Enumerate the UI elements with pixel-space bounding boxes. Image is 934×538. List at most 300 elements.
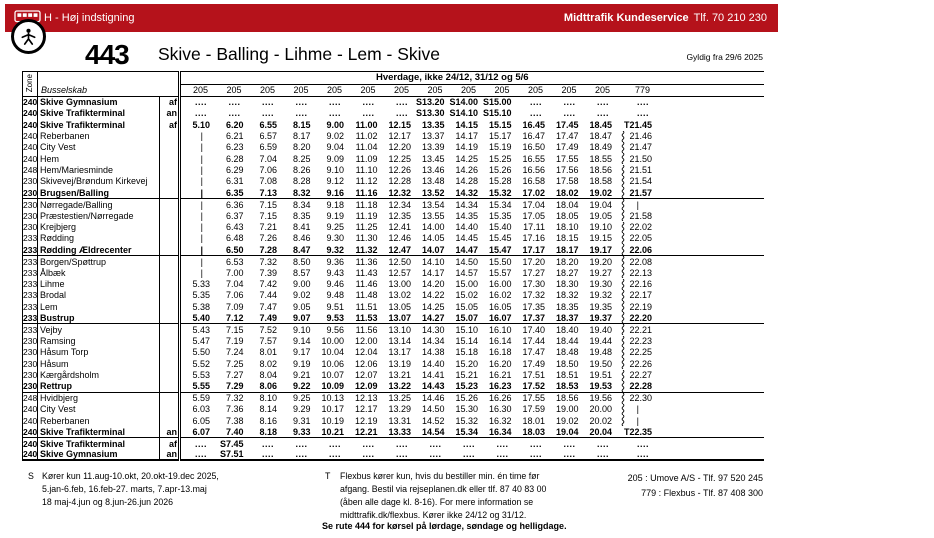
time-cell: 15.23 bbox=[448, 381, 482, 393]
time-cell: 12.00 bbox=[354, 336, 378, 347]
time-cell: 6.43 bbox=[225, 222, 244, 233]
time-cell: | bbox=[200, 222, 203, 233]
direction-cell: an bbox=[160, 108, 180, 119]
wavy-route-marker: 22.02 bbox=[615, 222, 652, 233]
time-cell: 9.51 bbox=[326, 301, 344, 312]
time-cell: 12.17 bbox=[388, 131, 411, 142]
time-cell: | bbox=[200, 210, 203, 221]
time-cell: 12.41 bbox=[388, 222, 411, 233]
zone-cell: 233 bbox=[23, 256, 38, 267]
time-cell: 12.50 bbox=[388, 256, 411, 267]
wavy-route-marker: 21.50 bbox=[615, 153, 652, 164]
time-cell: .... bbox=[381, 449, 415, 460]
footnote-s-line: 5.jan-6.feb, 16.feb-27. marts, 7.apr-13.maj bbox=[42, 483, 207, 494]
operator-cell: 205 bbox=[347, 84, 381, 97]
stop-name-cell: Lihme bbox=[38, 278, 160, 289]
wavy-route-marker: 22.25 bbox=[615, 347, 652, 358]
zone-cell: 233 bbox=[23, 312, 38, 323]
filler-cell bbox=[655, 187, 764, 199]
time-cell: 17.49 bbox=[522, 358, 545, 369]
time-cell: 10.17 bbox=[321, 404, 344, 415]
time-cell: .... bbox=[448, 449, 482, 460]
filler-cell bbox=[655, 324, 764, 336]
table-header-row bbox=[23, 72, 764, 85]
time-cell: 18.53 bbox=[548, 381, 582, 393]
time-cell: 7.32 bbox=[225, 393, 244, 404]
wavy-route-marker: 21.58 bbox=[615, 210, 652, 221]
time-cell: 17.51 bbox=[522, 370, 545, 381]
time-cell: 9.02 bbox=[326, 131, 344, 142]
time-cell: 6.03 bbox=[192, 404, 210, 415]
time-cell: 11.48 bbox=[355, 290, 378, 301]
time-cell bbox=[615, 233, 655, 244]
time-cell: 5.52 bbox=[192, 358, 210, 369]
filler-cell bbox=[655, 358, 764, 369]
direction-cell bbox=[160, 176, 180, 187]
time-cell: .... bbox=[280, 449, 314, 460]
stop-name-cell: Skive Gymnasium bbox=[38, 449, 160, 460]
time-cell bbox=[615, 210, 655, 221]
wavy-route-marker: 21.46 bbox=[615, 131, 652, 142]
zone-rotated-label: Zone bbox=[25, 73, 34, 93]
time-cell: 9.17 bbox=[292, 347, 311, 358]
time-cell: 17.55 bbox=[522, 393, 545, 404]
time-cell: 18.58 bbox=[589, 176, 612, 187]
time-cell: 19.56 bbox=[589, 393, 612, 404]
stop-name-cell: Lem bbox=[38, 301, 160, 312]
time-cell: .... bbox=[395, 438, 408, 449]
table-row bbox=[23, 278, 764, 289]
operator-cell: 205 bbox=[247, 84, 281, 97]
direction-cell bbox=[160, 290, 180, 301]
table-row bbox=[23, 244, 764, 256]
direction-cell bbox=[160, 415, 180, 426]
time-cell bbox=[615, 301, 655, 312]
stop-name-cell: Skive Trafikterminal bbox=[38, 438, 160, 449]
time-cell: .... bbox=[548, 449, 582, 460]
time-cell: .... bbox=[496, 438, 509, 449]
direction-cell bbox=[160, 404, 180, 415]
time-cell: 13.19 bbox=[388, 358, 411, 369]
time-cell: 16.05 bbox=[488, 301, 512, 312]
filler-cell bbox=[655, 278, 764, 289]
table-row bbox=[23, 199, 764, 211]
time-cell: 9.19 bbox=[326, 210, 344, 221]
filler-cell bbox=[655, 221, 764, 232]
time-cell: 13.07 bbox=[381, 312, 415, 324]
time-cell: 6.28 bbox=[225, 153, 244, 164]
time-cell: .... bbox=[347, 449, 381, 460]
table-row bbox=[23, 449, 764, 460]
operator-cell: 205 bbox=[515, 84, 549, 97]
filler-cell bbox=[655, 290, 764, 301]
time-cell: 14.40 bbox=[421, 358, 445, 369]
filler-cell bbox=[655, 233, 764, 244]
time-cell: 19.51 bbox=[589, 370, 612, 381]
direction-cell bbox=[160, 335, 180, 346]
wavy-route-marker: 21.57 bbox=[615, 187, 652, 198]
customer-service bbox=[564, 4, 767, 32]
time-cell: .... bbox=[395, 97, 408, 108]
time-cell: 13.17 bbox=[388, 347, 411, 358]
time-cell: 14.30 bbox=[421, 324, 445, 335]
time-cell: 7.08 bbox=[259, 176, 277, 187]
operator-cell: 205 bbox=[414, 84, 448, 97]
time-cell: .... bbox=[362, 108, 375, 119]
time-cell: 7.21 bbox=[259, 222, 277, 233]
time-cell: 18.05 bbox=[555, 210, 579, 221]
direction-cell bbox=[160, 324, 180, 336]
time-cell: 11.00 bbox=[355, 119, 378, 130]
time-cell: 15.45 bbox=[488, 233, 512, 244]
time-cell: 11.19 bbox=[355, 210, 378, 221]
time-cell: 13.55 bbox=[421, 210, 445, 221]
time-cell: 8.20 bbox=[292, 142, 311, 153]
time-cell: 15.35 bbox=[488, 210, 512, 221]
time-cell: 9.43 bbox=[326, 267, 344, 278]
time-cell: 12.07 bbox=[354, 370, 378, 381]
time-cell: 16.23 bbox=[481, 381, 515, 393]
time-cell: 13.14 bbox=[388, 336, 411, 347]
time-cell: 14.19 bbox=[455, 142, 478, 153]
time-cell: 18.45 bbox=[589, 119, 612, 130]
time-cell: 17.59 bbox=[522, 404, 545, 415]
time-cell: 18.20 bbox=[555, 256, 579, 267]
time-cell: 7.26 bbox=[259, 233, 277, 244]
time-cell: 15.26 bbox=[455, 393, 478, 404]
time-cell: 13.22 bbox=[381, 381, 415, 393]
time-cell bbox=[615, 256, 655, 268]
time-cell: 19.02 bbox=[582, 187, 616, 199]
time-cell: 17.16 bbox=[522, 233, 545, 244]
table-row bbox=[23, 415, 764, 426]
accessibility-person-icon bbox=[19, 27, 38, 46]
time-cell: 6.05 bbox=[192, 415, 210, 426]
time-cell: 12.20 bbox=[388, 142, 411, 153]
time-cell: 16.55 bbox=[522, 153, 545, 164]
time-cell: 6.20 bbox=[225, 119, 244, 130]
time-cell: 7.06 bbox=[225, 290, 244, 301]
time-cell: .... bbox=[194, 97, 207, 108]
table-row bbox=[23, 369, 764, 380]
wavy-route-marker: 22.21 bbox=[615, 324, 652, 335]
time-cell: 9.07 bbox=[280, 312, 314, 324]
stop-name-cell: Skive Gymnasium bbox=[38, 97, 160, 108]
time-cell: 14.07 bbox=[414, 244, 448, 256]
time-cell: 18.40 bbox=[555, 324, 579, 335]
filler-cell bbox=[655, 438, 764, 449]
time-cell: 11.53 bbox=[347, 312, 381, 324]
time-cell: .... bbox=[180, 449, 214, 460]
time-cell: 17.11 bbox=[523, 222, 545, 233]
time-cell: 20.04 bbox=[582, 426, 616, 437]
time-cell: 8.47 bbox=[280, 244, 314, 256]
time-cell: .... bbox=[228, 97, 241, 108]
time-cell: 18.49 bbox=[589, 142, 612, 153]
filler-cell bbox=[655, 449, 764, 460]
time-cell: 9.22 bbox=[280, 381, 314, 393]
wavy-route-marker: 22.26 bbox=[615, 358, 652, 369]
time-cell: 19.44 bbox=[589, 336, 612, 347]
time-cell: 13.54 bbox=[421, 199, 445, 210]
time-cell: | bbox=[180, 187, 214, 199]
time-cell: 17.27 bbox=[522, 267, 545, 278]
time-cell: 7.15 bbox=[259, 210, 277, 221]
time-cell: 16.02 bbox=[488, 290, 512, 301]
time-cell: 6.59 bbox=[259, 142, 277, 153]
time-cell: .... bbox=[563, 97, 576, 108]
wavy-route-marker: 22.20 bbox=[615, 312, 652, 323]
time-cell: 10.21 bbox=[314, 426, 348, 437]
time-cell: 11.25 bbox=[355, 222, 378, 233]
time-cell: 12.32 bbox=[381, 187, 415, 199]
time-cell: 15.07 bbox=[448, 312, 482, 324]
time-cell: 16.45 bbox=[522, 119, 545, 130]
filler-cell bbox=[655, 404, 764, 415]
time-cell: 6.21 bbox=[225, 131, 244, 142]
direction-cell bbox=[160, 358, 180, 369]
time-cell: 19.48 bbox=[589, 347, 612, 358]
time-cell: 12.57 bbox=[388, 267, 411, 278]
time-cell: 9.48 bbox=[326, 290, 344, 301]
time-cell: .... bbox=[582, 449, 616, 460]
time-cell: .... bbox=[563, 438, 576, 449]
direction-cell bbox=[160, 256, 180, 268]
time-cell bbox=[615, 358, 655, 369]
time-cell: | bbox=[200, 267, 203, 278]
time-cell: 19.10 bbox=[589, 222, 612, 233]
direction-cell bbox=[160, 142, 180, 153]
time-cell: 5.53 bbox=[192, 370, 210, 381]
table-row bbox=[23, 119, 764, 130]
time-cell: 19.32 bbox=[589, 290, 612, 301]
time-cell: 11.16 bbox=[347, 187, 381, 199]
time-cell: 14.41 bbox=[421, 370, 445, 381]
time-cell: 8.10 bbox=[259, 393, 277, 404]
direction-cell bbox=[160, 381, 180, 393]
table-row bbox=[23, 164, 764, 175]
time-cell: 14.15 bbox=[455, 119, 478, 130]
time-cell: 17.02 bbox=[515, 187, 549, 199]
time-cell: 7.19 bbox=[225, 336, 244, 347]
direction-cell bbox=[160, 312, 180, 324]
time-cell: | bbox=[200, 199, 203, 210]
time-cell: | bbox=[200, 176, 203, 187]
time-cell: 15.17 bbox=[488, 131, 512, 142]
filler-cell bbox=[655, 381, 764, 393]
service-phone: Tlf. 70 210 230 bbox=[693, 12, 767, 24]
time-cell: 17.47 bbox=[522, 347, 545, 358]
time-cell: 7.47 bbox=[259, 301, 277, 312]
time-cell: 15.57 bbox=[488, 267, 512, 278]
time-cell: 16.58 bbox=[522, 176, 545, 187]
filler-cell bbox=[655, 199, 764, 211]
time-cell: 14.54 bbox=[414, 426, 448, 437]
time-cell: 15.34 bbox=[488, 199, 512, 210]
time-cell: 10.13 bbox=[321, 393, 344, 404]
table-row bbox=[23, 176, 764, 187]
time-cell: 9.33 bbox=[280, 426, 314, 437]
wavy-route-marker: 21.51 bbox=[615, 165, 652, 176]
time-cell: 7.40 bbox=[213, 426, 247, 437]
table-row bbox=[23, 358, 764, 369]
time-cell: .... bbox=[314, 449, 348, 460]
time-cell: 18.17 bbox=[548, 244, 582, 256]
time-cell bbox=[615, 164, 655, 175]
table-row bbox=[23, 426, 764, 437]
time-cell: 8.14 bbox=[259, 404, 277, 415]
time-cell: S13.30 bbox=[415, 108, 445, 119]
stop-name-cell: Skive Trafikterminal bbox=[38, 119, 160, 130]
time-cell: 13.45 bbox=[421, 153, 445, 164]
table-row bbox=[23, 438, 764, 449]
operator-row bbox=[23, 84, 764, 97]
time-cell: 12.47 bbox=[381, 244, 415, 256]
direction-cell bbox=[160, 221, 180, 232]
direction-cell bbox=[160, 164, 180, 175]
direction-cell: an bbox=[160, 449, 180, 460]
direction-cell bbox=[160, 244, 180, 256]
time-cell: 14.26 bbox=[455, 165, 478, 176]
time-cell: 9.00 bbox=[326, 119, 344, 130]
time-cell: 18.35 bbox=[555, 301, 579, 312]
filler-cell bbox=[655, 97, 764, 108]
table-row bbox=[23, 392, 764, 404]
wavy-route-marker: 21.54 bbox=[615, 176, 652, 187]
time-cell: .... bbox=[362, 97, 375, 108]
time-cell: .... bbox=[529, 438, 542, 449]
time-cell: 11.02 bbox=[355, 131, 378, 142]
footnote-t-line: (åben alle dage kl. 8-16). For mere information se bbox=[340, 496, 534, 507]
time-cell: 6.29 bbox=[225, 165, 244, 176]
time-cell: 9.18 bbox=[326, 199, 344, 210]
footnote-t-line: Flexbus kører kun, hvis du bestiller min. én time før bbox=[340, 471, 540, 481]
time-cell: 14.22 bbox=[421, 290, 445, 301]
time-cell: 6.36 bbox=[225, 199, 244, 210]
time-cell: 6.53 bbox=[225, 256, 244, 267]
time-cell: 6.07 bbox=[180, 426, 214, 437]
direction-cell bbox=[160, 278, 180, 289]
zone-cell: 233 bbox=[23, 279, 38, 290]
time-cell: S15.10 bbox=[482, 108, 512, 119]
zone-cell: 248 bbox=[23, 165, 38, 176]
time-cell: 14.17 bbox=[455, 131, 478, 142]
operator-contact-205: 205 : Umove A/S - Tlf. 97 520 245 bbox=[627, 473, 763, 483]
time-cell: 10.19 bbox=[321, 415, 344, 426]
time-cell: 9.29 bbox=[292, 404, 311, 415]
time-cell: 19.00 bbox=[555, 404, 579, 415]
time-cell: .... bbox=[261, 108, 274, 119]
stop-name-cell: Brugsen/Balling bbox=[38, 187, 160, 199]
time-cell: 6.55 bbox=[259, 119, 277, 130]
time-cell: 13.52 bbox=[414, 187, 448, 199]
zone-cell: 233 bbox=[23, 290, 38, 301]
zone-cell: 240 bbox=[23, 449, 38, 460]
time-cell: 10.06 bbox=[321, 358, 344, 369]
filler-cell bbox=[655, 84, 764, 97]
time-cell: 5.59 bbox=[192, 393, 210, 404]
time-cell: 17.05 bbox=[522, 210, 545, 221]
time-cell: 16.14 bbox=[488, 336, 512, 347]
stop-name-cell: Skive Trafikterminal bbox=[38, 426, 160, 437]
time-cell bbox=[615, 221, 655, 232]
operator-cell: 779 bbox=[615, 84, 655, 97]
time-cell: .... bbox=[462, 438, 475, 449]
time-cell: 5.10 bbox=[192, 119, 210, 130]
time-cell: .... bbox=[481, 449, 515, 460]
time-cell: .... bbox=[596, 108, 609, 119]
time-cell: .... bbox=[636, 108, 649, 119]
time-cell: 12.17 bbox=[354, 404, 378, 415]
table-row bbox=[23, 221, 764, 232]
footnote-s-line: 18 maj-4.jun og 8.jun-26.jun 2026 bbox=[42, 496, 174, 507]
time-cell: S7.45 bbox=[219, 438, 244, 449]
time-cell: 17.45 bbox=[555, 119, 579, 130]
time-cell: 17.32 bbox=[522, 290, 545, 301]
time-cell: 14.34 bbox=[421, 336, 445, 347]
accessibility-badge bbox=[11, 19, 46, 54]
time-cell: 18.03 bbox=[515, 426, 549, 437]
time-cell: 7.15 bbox=[259, 199, 277, 210]
time-cell bbox=[615, 415, 655, 426]
time-cell: 15.32 bbox=[455, 415, 478, 426]
time-cell: 16.21 bbox=[488, 370, 512, 381]
time-cell: 11.04 bbox=[355, 142, 378, 153]
time-cell: 14.17 bbox=[421, 267, 445, 278]
time-cell: 17.20 bbox=[522, 256, 545, 267]
time-cell: 9.32 bbox=[314, 244, 348, 256]
time-cell: 11.43 bbox=[355, 267, 378, 278]
zone-cell: 240 bbox=[23, 404, 38, 415]
time-cell: .... bbox=[429, 438, 442, 449]
stop-name-cell: Vejby bbox=[38, 324, 160, 336]
time-cell: 16.47 bbox=[522, 131, 545, 142]
table-row bbox=[23, 404, 764, 415]
filler-cell bbox=[655, 164, 764, 175]
operator-label-cell: Busselskab bbox=[38, 84, 180, 97]
time-cell: .... bbox=[328, 97, 341, 108]
direction-cell: af bbox=[160, 97, 180, 108]
time-cell: 7.13 bbox=[247, 187, 281, 199]
time-cell: 13.05 bbox=[388, 301, 411, 312]
time-cell: 8.18 bbox=[247, 426, 281, 437]
time-cell: 7.42 bbox=[259, 279, 277, 290]
time-cell: .... bbox=[295, 97, 308, 108]
time-cell: .... bbox=[362, 438, 375, 449]
time-cell: 19.37 bbox=[582, 312, 616, 324]
time-cell: 13.46 bbox=[421, 165, 445, 176]
time-cell: 13.33 bbox=[381, 426, 415, 437]
stop-name-cell: Hvidbjerg bbox=[38, 392, 160, 404]
filler-cell bbox=[655, 244, 764, 256]
time-cell: 18.56 bbox=[589, 165, 612, 176]
time-cell: .... bbox=[295, 108, 308, 119]
filler-cell bbox=[655, 130, 764, 141]
time-cell: 16.20 bbox=[488, 358, 512, 369]
time-cell: 6.31 bbox=[225, 176, 244, 187]
time-cell: 15.14 bbox=[455, 336, 478, 347]
time-cell: 8.46 bbox=[292, 233, 311, 244]
time-cell: 14.46 bbox=[421, 393, 445, 404]
time-cell: 9.53 bbox=[314, 312, 348, 324]
time-cell: 7.28 bbox=[247, 244, 281, 256]
time-cell: 11.36 bbox=[355, 256, 378, 267]
time-cell: 9.46 bbox=[326, 279, 344, 290]
time-cell: 18.37 bbox=[548, 312, 582, 324]
time-cell: 9.14 bbox=[292, 336, 311, 347]
wavy-route-marker: 22.23 bbox=[615, 336, 652, 347]
time-cell: 17.17 bbox=[515, 244, 549, 256]
